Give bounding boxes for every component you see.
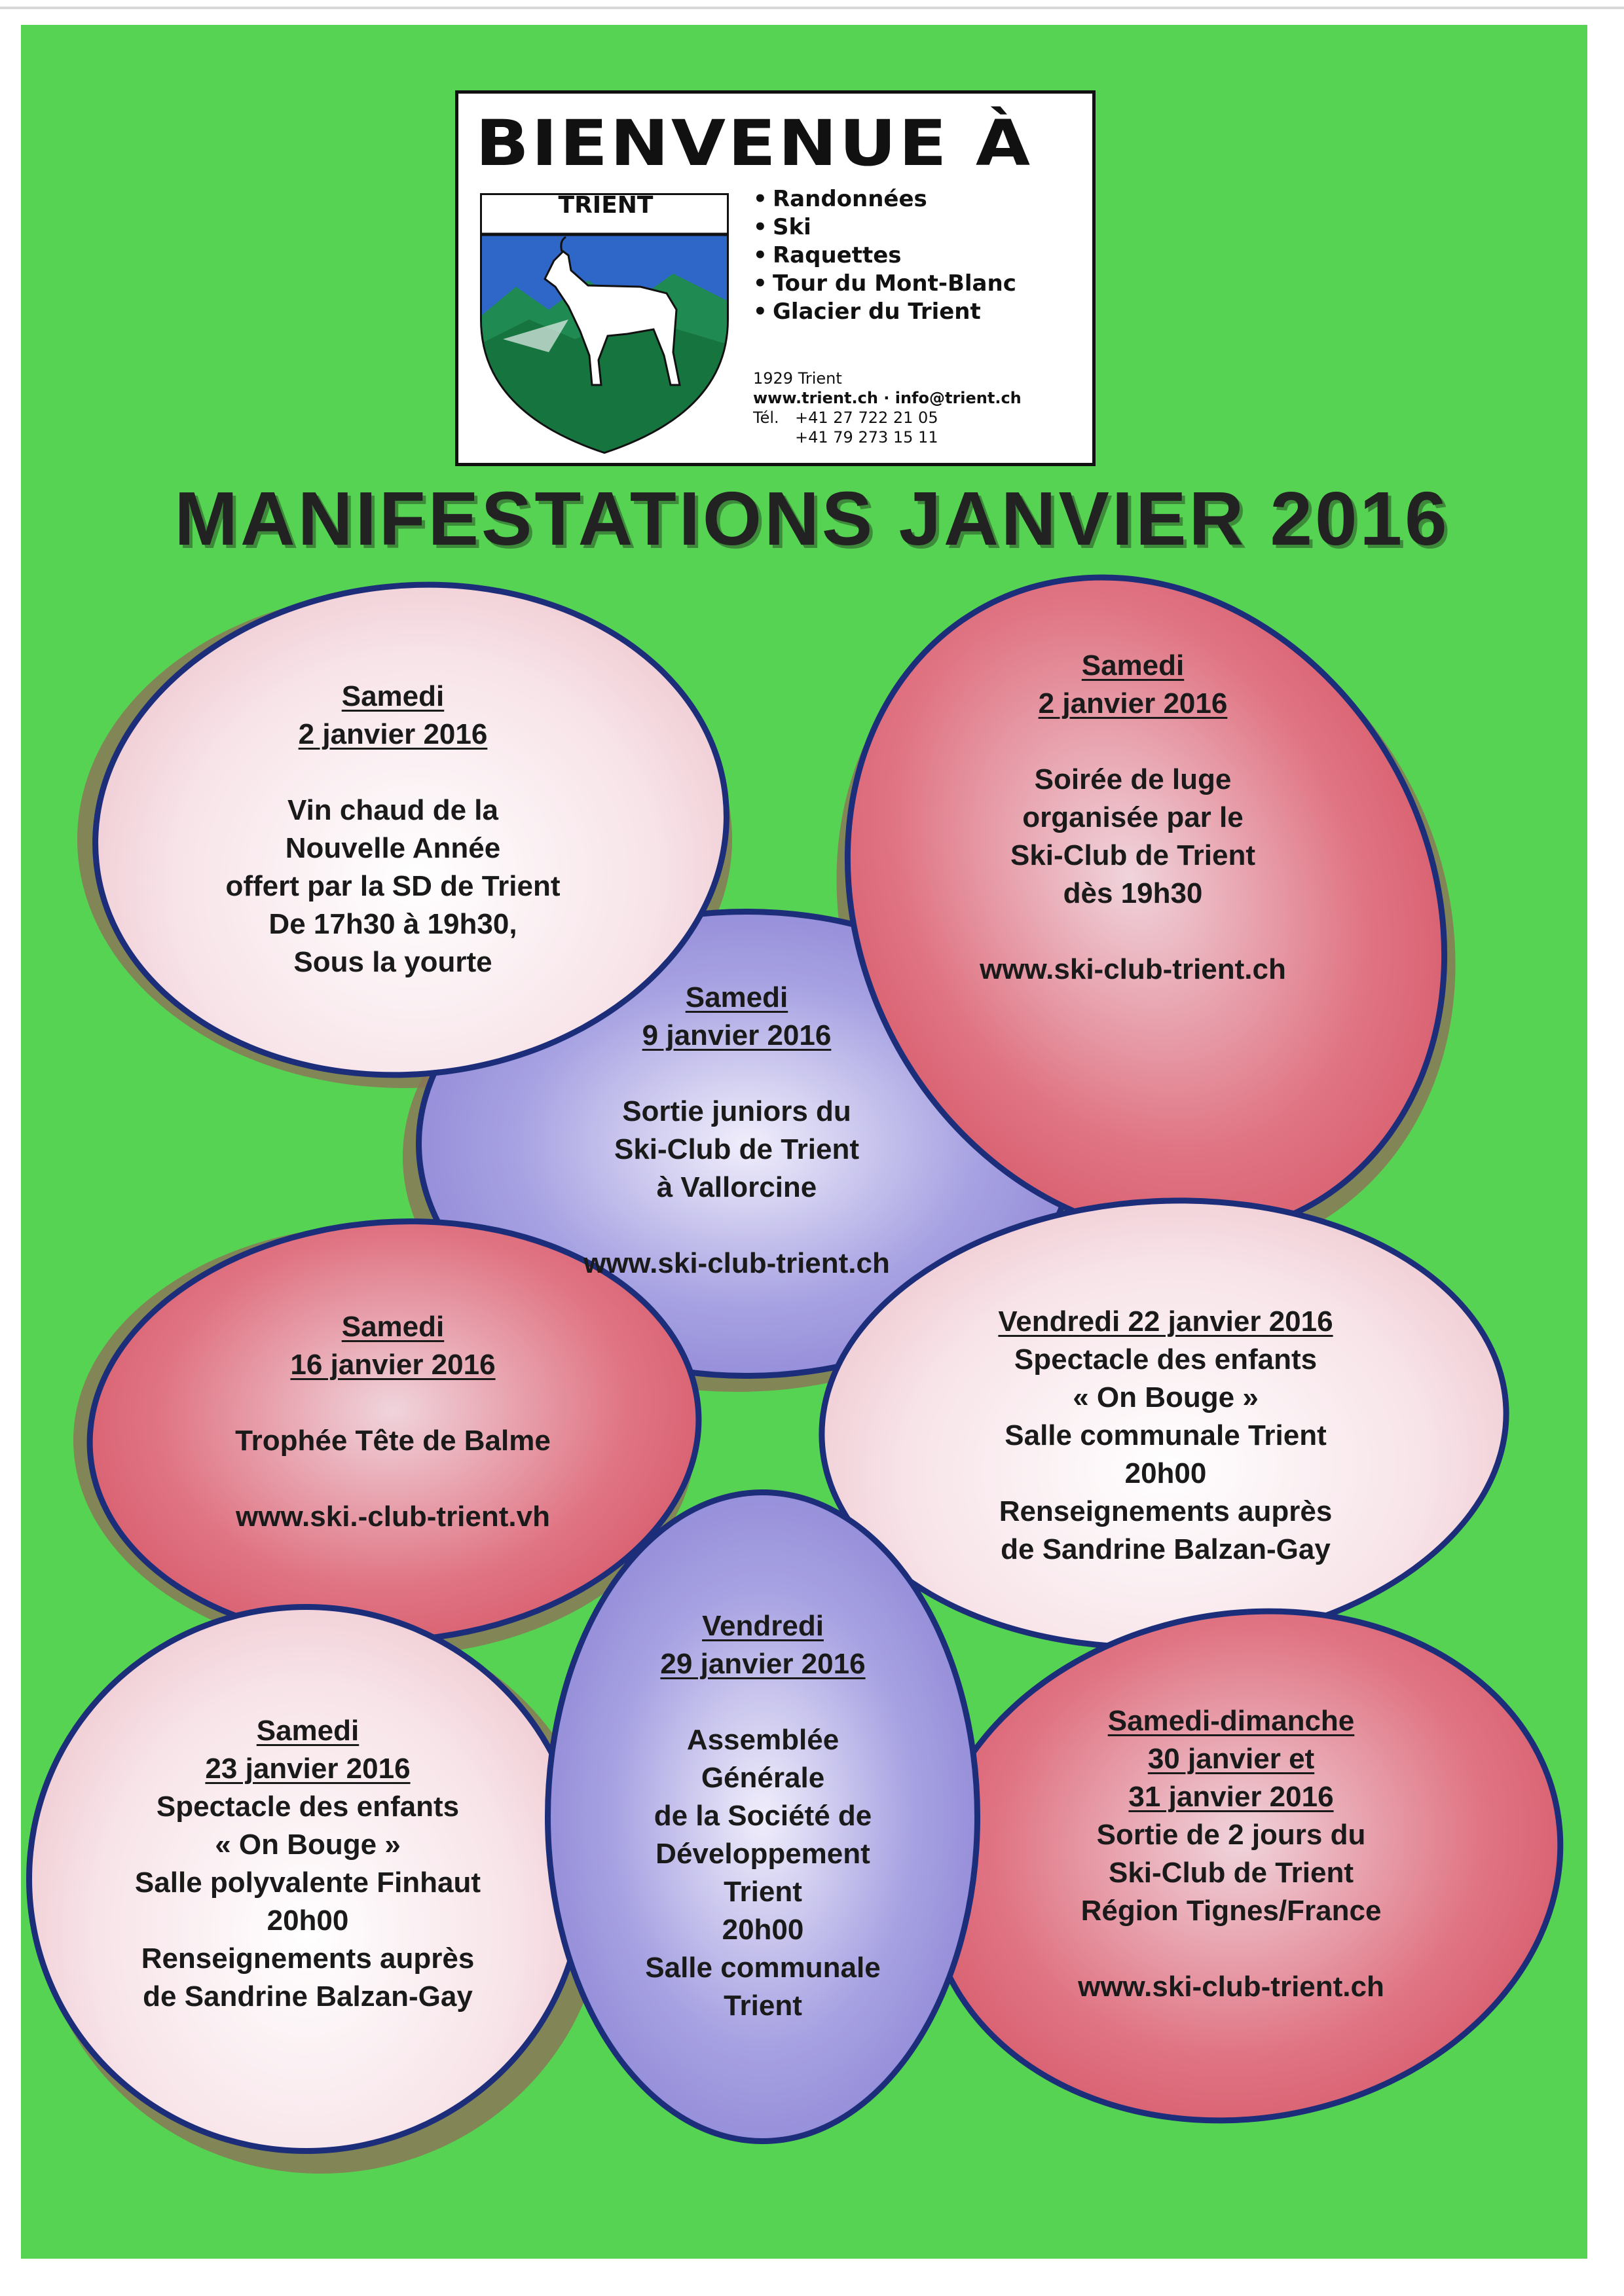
event-line: Sous la yourte	[293, 946, 492, 978]
event-day: Samedi	[341, 680, 445, 712]
event-link[interactable]: www.ski-club-trient.ch	[583, 1247, 890, 1279]
activity-item: • Glacier du Trient	[753, 299, 981, 325]
event-line: 20h00	[722, 1914, 804, 1946]
event-line: Région Tignes/France	[1080, 1895, 1382, 1927]
event-link[interactable]: www.ski.-club-trient.vh	[236, 1501, 550, 1533]
event-text-22-janvier	[917, 1303, 1414, 1569]
event-date: 16 janvier 2016	[290, 1349, 496, 1381]
event-text-16-janvier	[157, 1308, 629, 1536]
activities-list	[753, 185, 1016, 326]
activity-item: • Raquettes	[753, 242, 902, 268]
event-line: 20h00	[1124, 1457, 1207, 1489]
event-text-30-31-janvier	[995, 1702, 1467, 2006]
event-line: de Sandrine Balzan-Gay	[143, 1980, 473, 2013]
event-date: 29 janvier 2016	[660, 1648, 866, 1680]
event-line: de Sandrine Balzan-Gay	[1001, 1533, 1331, 1565]
event-line: Ski-Club de Trient	[1108, 1857, 1354, 1889]
event-line: Développement	[655, 1838, 870, 1870]
event-line: Sortie de 2 jours du	[1096, 1819, 1366, 1851]
trient-crest-logo	[477, 189, 732, 457]
event-link[interactable]: www.ski-club-trient.ch	[1078, 1971, 1384, 2003]
welcome-heading: BIENVENUE À	[475, 107, 1033, 180]
event-date: 23 janvier 2016	[205, 1753, 411, 1785]
event-day: Samedi-dimanche	[1107, 1705, 1355, 1737]
event-line: Vin chaud de la	[287, 794, 498, 826]
contact-block	[753, 369, 1022, 447]
event-date: 30 janvier et	[1147, 1743, 1315, 1775]
activity-item: • Tour du Mont-Blanc	[753, 270, 1016, 297]
activity-item: • Randonnées	[753, 186, 927, 212]
event-link[interactable]: www.ski-club-trient.ch	[980, 953, 1286, 985]
event-date: 9 janvier 2016	[642, 1019, 832, 1051]
event-line: De 17h30 à 19h30,	[268, 908, 517, 940]
event-line: Salle polyvalente Finhaut	[134, 1867, 481, 1899]
event-line: organisée par le	[1022, 801, 1244, 833]
event-day: Samedi	[685, 981, 788, 1013]
event-text-23-janvier	[72, 1712, 544, 2016]
event-line: Soirée de luge	[1034, 763, 1232, 795]
event-day: Samedi	[341, 1311, 445, 1343]
event-line: Spectacle des enfants	[156, 1791, 460, 1823]
event-heading: Vendredi 22 janvier 2016	[998, 1305, 1333, 1338]
event-line: « On Bouge »	[1073, 1381, 1259, 1413]
event-line: Trient	[724, 1876, 802, 1908]
event-line: dès 19h30	[1063, 877, 1203, 909]
event-line: 20h00	[267, 1904, 349, 1937]
crest-label: TRIENT	[558, 192, 654, 219]
event-line: Renseignements auprès	[999, 1495, 1333, 1527]
event-line: Salle communale	[645, 1952, 881, 1984]
phone-2: +41 79 273 15 11	[795, 428, 938, 446]
event-day: Vendredi	[702, 1610, 824, 1642]
event-line: Nouvelle Année	[285, 832, 501, 864]
event-line: Sortie juniors du	[622, 1095, 851, 1127]
event-line: Ski-Club de Trient	[1010, 839, 1256, 871]
activity-item: • Ski	[753, 214, 811, 240]
event-text-9-janvier	[501, 979, 972, 1283]
page-title: MANIFESTATIONS JANVIER 2016	[174, 476, 1450, 561]
event-line: Ski-Club de Trient	[614, 1133, 860, 1165]
address: 1929 Trient	[753, 369, 842, 388]
web-email[interactable]: www.trient.ch · info@trient.ch	[753, 389, 1022, 407]
event-date: 31 janvier 2016	[1128, 1781, 1334, 1813]
event-line: de la Société de	[654, 1800, 872, 1832]
event-line: Assemblée	[686, 1724, 840, 1756]
event-date: 2 janvier 2016	[298, 718, 488, 750]
event-day: Samedi	[1081, 649, 1185, 682]
event-line: Générale	[701, 1762, 825, 1794]
event-date: 2 janvier 2016	[1038, 687, 1228, 720]
event-line: Salle communale Trient	[1005, 1419, 1327, 1451]
event-line: Renseignements auprès	[141, 1942, 475, 1975]
event-text-29-janvier	[566, 1607, 959, 2025]
event-line: Trophée Tête de Balme	[235, 1425, 551, 1457]
event-day: Samedi	[256, 1715, 360, 1747]
event-line: offert par la SD de Trient	[225, 870, 561, 902]
event-line: Spectacle des enfants	[1014, 1343, 1318, 1376]
welcome-card	[455, 90, 1096, 466]
event-line: Trient	[724, 1990, 802, 2022]
event-line: « On Bouge »	[215, 1829, 401, 1861]
phone-1: Tél. +41 27 722 21 05	[753, 409, 938, 427]
event-text-2-janvier-vin-chaud	[157, 678, 629, 981]
scan-edge-line	[0, 7, 1624, 9]
event-text-2-janvier-luge	[897, 647, 1369, 989]
event-line: à Vallorcine	[656, 1171, 817, 1203]
